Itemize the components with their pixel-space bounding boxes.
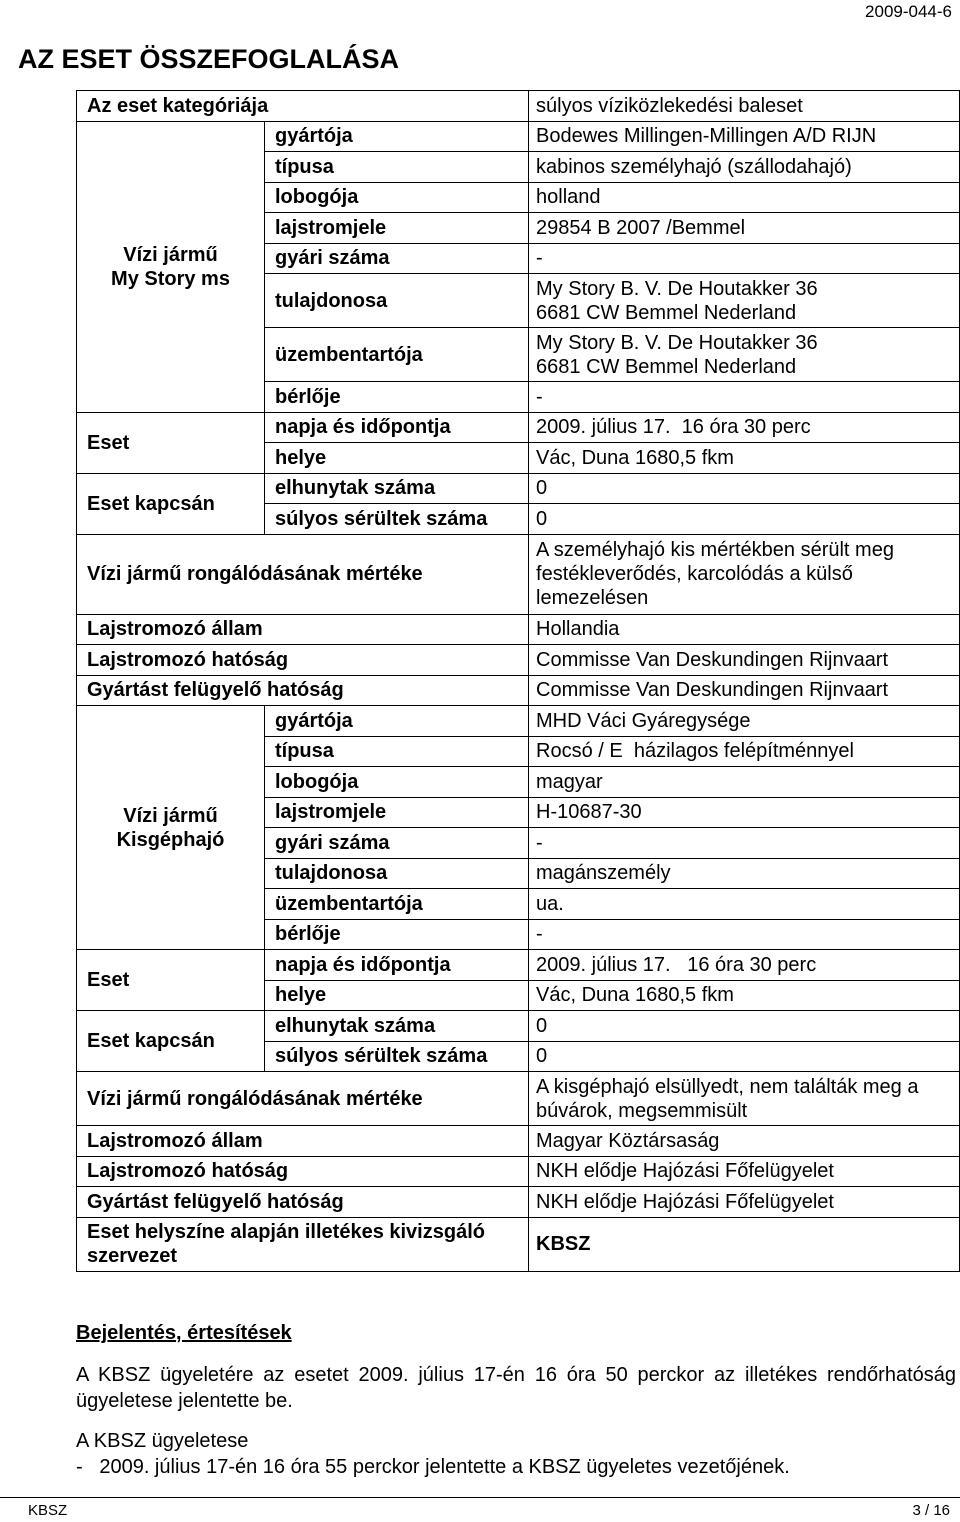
vessel2-row-value: MHD Váci Gyáregysége	[529, 706, 960, 737]
notification-paragraph-1: A KBSZ ügyeletére az esetet 2009. július 17-én 16 óra 50 perckor az illetékes rendőrhatóság ügyeletese jelentette be.	[76, 1364, 956, 1412]
vessel2-mfg-authority-value: NKH elődje Hajózási Főfelügyelet	[529, 1187, 960, 1218]
vessel1-row-label: gyári száma	[265, 243, 529, 274]
vessel1-group-line2: My Story ms	[111, 267, 230, 290]
vessel2-damage-row	[77, 1072, 960, 1126]
vessel1-row	[77, 121, 960, 152]
vessel1-event-row-label: napja és időpontja	[265, 412, 529, 443]
vessel2-consequence-row-value: 0	[529, 1011, 960, 1042]
vessel1-mfg-authority-label: Gyártást felügyelő hatóság	[77, 675, 529, 706]
vessel1-row-value: kabinos személyhajó (szállodahajó)	[529, 152, 960, 183]
vessel2-reg-state-row	[77, 1126, 960, 1157]
vessel2-consequence-row-label: elhunytak száma	[265, 1011, 529, 1042]
vessel2-row-value: -	[529, 919, 960, 950]
vessel1-consequence-row-label: elhunytak száma	[265, 473, 529, 504]
vessel2-damage-value: A kisgéphajó elsüllyedt, nem találták meg a búvárok, megsemmisült	[529, 1072, 960, 1126]
vessel1-event-row	[77, 412, 960, 443]
vessel2-reg-authority-row	[77, 1156, 960, 1187]
vessel1-row-value: My Story B. V. De Houtakker 36 6681 CW Bemmel Nederland	[529, 274, 960, 328]
vessel2-group-line1: Vízi jármű	[123, 804, 218, 827]
category-value: súlyos víziközlekedési baleset	[529, 91, 960, 122]
footer-divider	[0, 1497, 960, 1498]
vessel2-reg-authority-value: NKH elődje Hajózási Főfelügyelet	[529, 1156, 960, 1187]
vessel2-group-line2: Kisgéphajó	[116, 828, 225, 851]
vessel2-row-label: lajstromjele	[265, 797, 529, 828]
vessel2-consequence-row-label: súlyos sérültek száma	[265, 1041, 529, 1072]
page-number: 3 / 16	[912, 1502, 950, 1519]
vessel2-event-row	[77, 950, 960, 981]
vessel1-row-value: -	[529, 382, 960, 413]
summary-table	[76, 90, 960, 1272]
vessel2-row-value: ua.	[529, 889, 960, 920]
vessel1-mfg-authority-value: Commisse Van Deskundingen Rijnvaart	[529, 675, 960, 706]
notifications-heading: Bejelentés, értesítések	[76, 1322, 292, 1344]
vessel1-consequence-label: Eset kapcsán	[77, 473, 265, 534]
vessel1-row-label: lobogója	[265, 182, 529, 213]
vessel2-row	[77, 706, 960, 737]
vessel2-mfg-authority-label: Gyártást felügyelő hatóság	[77, 1187, 529, 1218]
vessel2-damage-label: Vízi jármű rongálódásának mértéke	[77, 1072, 529, 1126]
vessel1-row-label: tulajdonosa	[265, 274, 529, 328]
vessel1-event-row-value: Vác, Duna 1680,5 fkm	[529, 443, 960, 474]
vessel1-row-value: holland	[529, 182, 960, 213]
vessel1-consequence-row-label: súlyos sérültek száma	[265, 504, 529, 535]
vessel1-row-value: My Story B. V. De Houtakker 36 6681 CW Bemmel Nederland	[529, 328, 960, 382]
vessel2-consequence-row	[77, 1011, 960, 1042]
vessel2-row-label: tulajdonosa	[265, 858, 529, 889]
investigator-label: Eset helyszíne alapján illetékes kivizsgáló szervezet	[77, 1217, 529, 1271]
vessel2-mfg-authority-row	[77, 1187, 960, 1218]
vessel2-event-row-label: helye	[265, 980, 529, 1011]
vessel2-event-label: Eset	[77, 950, 265, 1011]
vessel1-consequence-row-value: 0	[529, 504, 960, 535]
vessel2-event-row-value: 2009. július 17. 16 óra 30 perc	[529, 950, 960, 981]
vessel2-reg-state-label: Lajstromozó állam	[77, 1126, 529, 1157]
vessel2-reg-state-value: Magyar Köztársaság	[529, 1126, 960, 1157]
vessel1-row-label: lajstromjele	[265, 213, 529, 244]
vessel2-row-value: magánszemély	[529, 858, 960, 889]
vessel1-damage-value: A személyhajó kis mértékben sérült meg festékleverődés, karcolódás a külső lemezelésen	[529, 534, 960, 614]
vessel2-group-label	[77, 706, 265, 950]
vessel1-reg-authority-row	[77, 645, 960, 676]
vessel2-row-value: -	[529, 828, 960, 859]
vessel1-reg-state-row	[77, 614, 960, 645]
vessel2-row-value: Rocsó / E házilagos felépítménnyel	[529, 736, 960, 767]
vessel2-row-label: gyári száma	[265, 828, 529, 859]
vessel2-row-label: típusa	[265, 736, 529, 767]
vessel1-damage-row	[77, 534, 960, 614]
vessel2-reg-authority-label: Lajstromozó hatóság	[77, 1156, 529, 1187]
page-title: AZ ESET ÖSSZEFOGLALÁSA	[18, 44, 400, 74]
vessel1-mfg-authority-row	[77, 675, 960, 706]
vessel1-consequence-row-value: 0	[529, 473, 960, 504]
vessel1-row-value: 29854 B 2007 /Bemmel	[529, 213, 960, 244]
vessel1-consequence-row	[77, 473, 960, 504]
vessel2-row-value: H-10687-30	[529, 797, 960, 828]
vessel1-row-label: gyártója	[265, 121, 529, 152]
vessel1-reg-state-value: Hollandia	[529, 614, 960, 645]
vessel2-consequence-row-value: 0	[529, 1041, 960, 1072]
vessel1-event-row-value: 2009. július 17. 16 óra 30 perc	[529, 412, 960, 443]
category-label: Az eset kategóriája	[77, 91, 529, 122]
vessel1-group-label	[77, 121, 265, 412]
notification-paragraph-2-line-2: - 2009. július 17-én 16 óra 55 perckor jelentette a KBSZ ügyeletes vezetőjének.	[76, 1456, 790, 1478]
vessel1-event-label: Eset	[77, 412, 265, 473]
vessel2-row-label: lobogója	[265, 767, 529, 798]
vessel1-reg-state-label: Lajstromozó állam	[77, 614, 529, 645]
vessel1-row-value: Bodewes Millingen-Millingen A/D RIJN	[529, 121, 960, 152]
vessel1-damage-label: Vízi jármű rongálódásának mértéke	[77, 534, 529, 614]
vessel2-consequence-label: Eset kapcsán	[77, 1011, 265, 1072]
vessel2-row-label: gyártója	[265, 706, 529, 737]
document-id: 2009-044-6	[865, 2, 952, 21]
vessel1-group-line1: Vízi jármű	[123, 243, 218, 266]
vessel2-row-label: üzembentartója	[265, 889, 529, 920]
vessel1-row-value: -	[529, 243, 960, 274]
vessel1-row-label: bérlője	[265, 382, 529, 413]
investigator-row	[77, 1217, 960, 1271]
vessel2-event-row-label: napja és időpontja	[265, 950, 529, 981]
vessel2-row-label: bérlője	[265, 919, 529, 950]
vessel2-event-row-value: Vác, Duna 1680,5 fkm	[529, 980, 960, 1011]
vessel2-row-value: magyar	[529, 767, 960, 798]
footer-org: KBSZ	[28, 1502, 68, 1519]
investigator-value: KBSZ	[529, 1217, 960, 1271]
notification-paragraph-2-line-1: A KBSZ ügyeletese	[76, 1430, 249, 1452]
vessel1-row-label: üzembentartója	[265, 328, 529, 382]
category-row	[77, 91, 960, 122]
vessel1-event-row-label: helye	[265, 443, 529, 474]
vessel1-reg-authority-value: Commisse Van Deskundingen Rijnvaart	[529, 645, 960, 676]
vessel1-row-label: típusa	[265, 152, 529, 183]
vessel1-reg-authority-label: Lajstromozó hatóság	[77, 645, 529, 676]
